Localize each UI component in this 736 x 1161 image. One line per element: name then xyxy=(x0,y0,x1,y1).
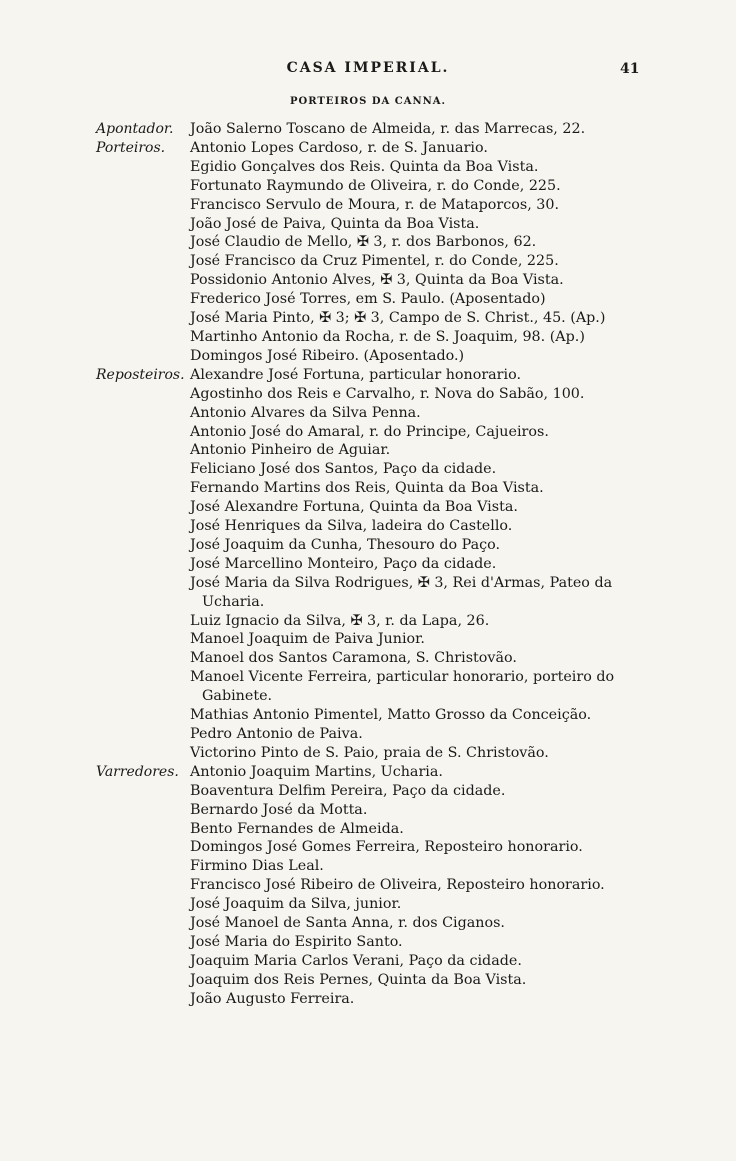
directory-list xyxy=(0,120,736,1009)
list-item: Antonio Alvares da Silva Penna. xyxy=(190,404,421,421)
list-item: José Maria Pinto, ✠ 3; ✠ 3, Campo de S. Christ., 45. (Ap.) xyxy=(190,310,606,327)
section-porteiros xyxy=(0,139,736,366)
entries-list xyxy=(190,366,650,763)
list-item: Egidio Gonçalves dos Reis. Quinta da Boa Vista. xyxy=(190,158,539,175)
list-item: Luiz Ignacio da Silva, ✠ 3, r. da Lapa, 26. xyxy=(190,612,490,629)
list-item: José Marcellino Monteiro, Paço da cidade. xyxy=(190,555,497,572)
list-item: João Augusto Ferreira. xyxy=(190,990,355,1007)
list-item: José Henriques da Silva, ladeira do Castello. xyxy=(190,518,513,535)
entries-list xyxy=(190,763,650,1009)
list-item: Boaventura Delfim Pereira, Paço da cidade. xyxy=(190,782,506,799)
list-item: Antonio José do Amaral, r. do Principe, Cajueiros. xyxy=(190,423,549,440)
page-title: CASA IMPERIAL. xyxy=(286,60,450,76)
list-item: Domingos José Gomes Ferreira, Reposteiro honorario. xyxy=(190,839,583,856)
list-item: Mathias Antonio Pimentel, Matto Grosso da Conceição. xyxy=(190,707,592,724)
list-item: Francisco Servulo de Moura, r. de Mataporcos, 30. xyxy=(190,196,560,213)
list-item: José Joaquim da Cunha, Thesouro do Paço. xyxy=(190,536,501,553)
list-item: José Alexandre Fortuna, Quinta da Boa Vista. xyxy=(190,499,518,516)
list-item: João José de Paiva, Quinta da Boa Vista. xyxy=(190,215,480,232)
list-item: Manoel dos Santos Caramona, S. Christovão. xyxy=(190,650,517,667)
list-item: João Salerno Toscano de Almeida, r. das Marrecas, 22. xyxy=(190,121,586,137)
list-item: Alexandre José Fortuna, particular honorario. xyxy=(190,366,521,383)
list-item: Manoel Vicente Ferreira, particular honorario, porteiro do Gabinete. xyxy=(190,669,615,705)
list-item: Victorino Pinto de S. Paio, praia de S. Christovão. xyxy=(190,744,549,761)
list-item: José Francisco da Cruz Pimentel, r. do Conde, 225. xyxy=(190,253,559,270)
section-label: Apontador. xyxy=(96,121,174,137)
list-item: Antonio Joaquim Martins, Ucharia. xyxy=(190,763,443,780)
section-label: Reposteiros. xyxy=(96,366,185,383)
list-item: Fortunato Raymundo de Oliveira, r. do Conde, 225. xyxy=(190,177,561,194)
section-label: Porteiros. xyxy=(96,139,166,156)
list-item: José Maria da Silva Rodrigues, ✠ 3, Rei d'Armas, Pateo da Ucharia. xyxy=(190,574,613,610)
list-item: Bento Fernandes de Almeida. xyxy=(190,820,404,837)
list-item: Pedro Antonio de Paiva. xyxy=(190,726,363,742)
entries-list xyxy=(190,120,650,139)
section-reposteiros xyxy=(0,366,736,763)
list-item: José Manoel de Santa Anna, r. dos Ciganos. xyxy=(190,915,505,932)
list-item: Martinho Antonio da Rocha, r. de S. Joaquim, 98. (Ap.) xyxy=(190,328,585,345)
entries-list xyxy=(190,139,650,366)
list-item: Domingos José Ribeiro. (Aposentado.) xyxy=(190,347,465,364)
section-apontador xyxy=(0,120,736,139)
list-item: José Maria do Espirito Santo. xyxy=(190,933,403,950)
section-label: Varredores. xyxy=(96,763,179,780)
list-item: Possidonio Antonio Alves, ✠ 3, Quinta da Boa Vista. xyxy=(190,272,564,289)
section-subtitle: PORTEIROS DA CANNA. xyxy=(290,96,446,107)
list-item: Feliciano José dos Santos, Paço da cidade. xyxy=(190,461,497,478)
list-item: Francisco José Ribeiro de Oliveira, Reposteiro honorario. xyxy=(190,877,605,894)
list-item: José Joaquim da Silva, junior. xyxy=(190,896,402,913)
list-item: Agostinho dos Reis e Carvalho, r. Nova do Sabão, 100. xyxy=(190,385,585,402)
section-varredores xyxy=(0,763,736,1009)
list-item: Frederico José Torres, em S. Paulo. (Aposentado) xyxy=(190,291,546,308)
list-item: Bernardo José da Motta. xyxy=(190,801,368,818)
list-item: Firmino Dias Leal. xyxy=(190,858,324,875)
list-item: Fernando Martins dos Reis, Quinta da Boa Vista. xyxy=(190,480,544,497)
list-item: Antonio Pinheiro de Aguiar. xyxy=(190,442,391,459)
list-item: Manoel Joaquim de Paiva Junior. xyxy=(190,631,425,648)
list-item: Antonio Lopes Cardoso, r. de S. Januario. xyxy=(190,139,488,156)
page-number: 41 xyxy=(620,61,640,77)
list-item: Joaquim dos Reis Pernes, Quinta da Boa Vista. xyxy=(190,971,527,988)
list-item: José Claudio de Mello, ✠ 3, r. dos Barbonos, 62. xyxy=(190,234,537,251)
list-item: Joaquim Maria Carlos Verani, Paço da cidade. xyxy=(190,952,522,969)
